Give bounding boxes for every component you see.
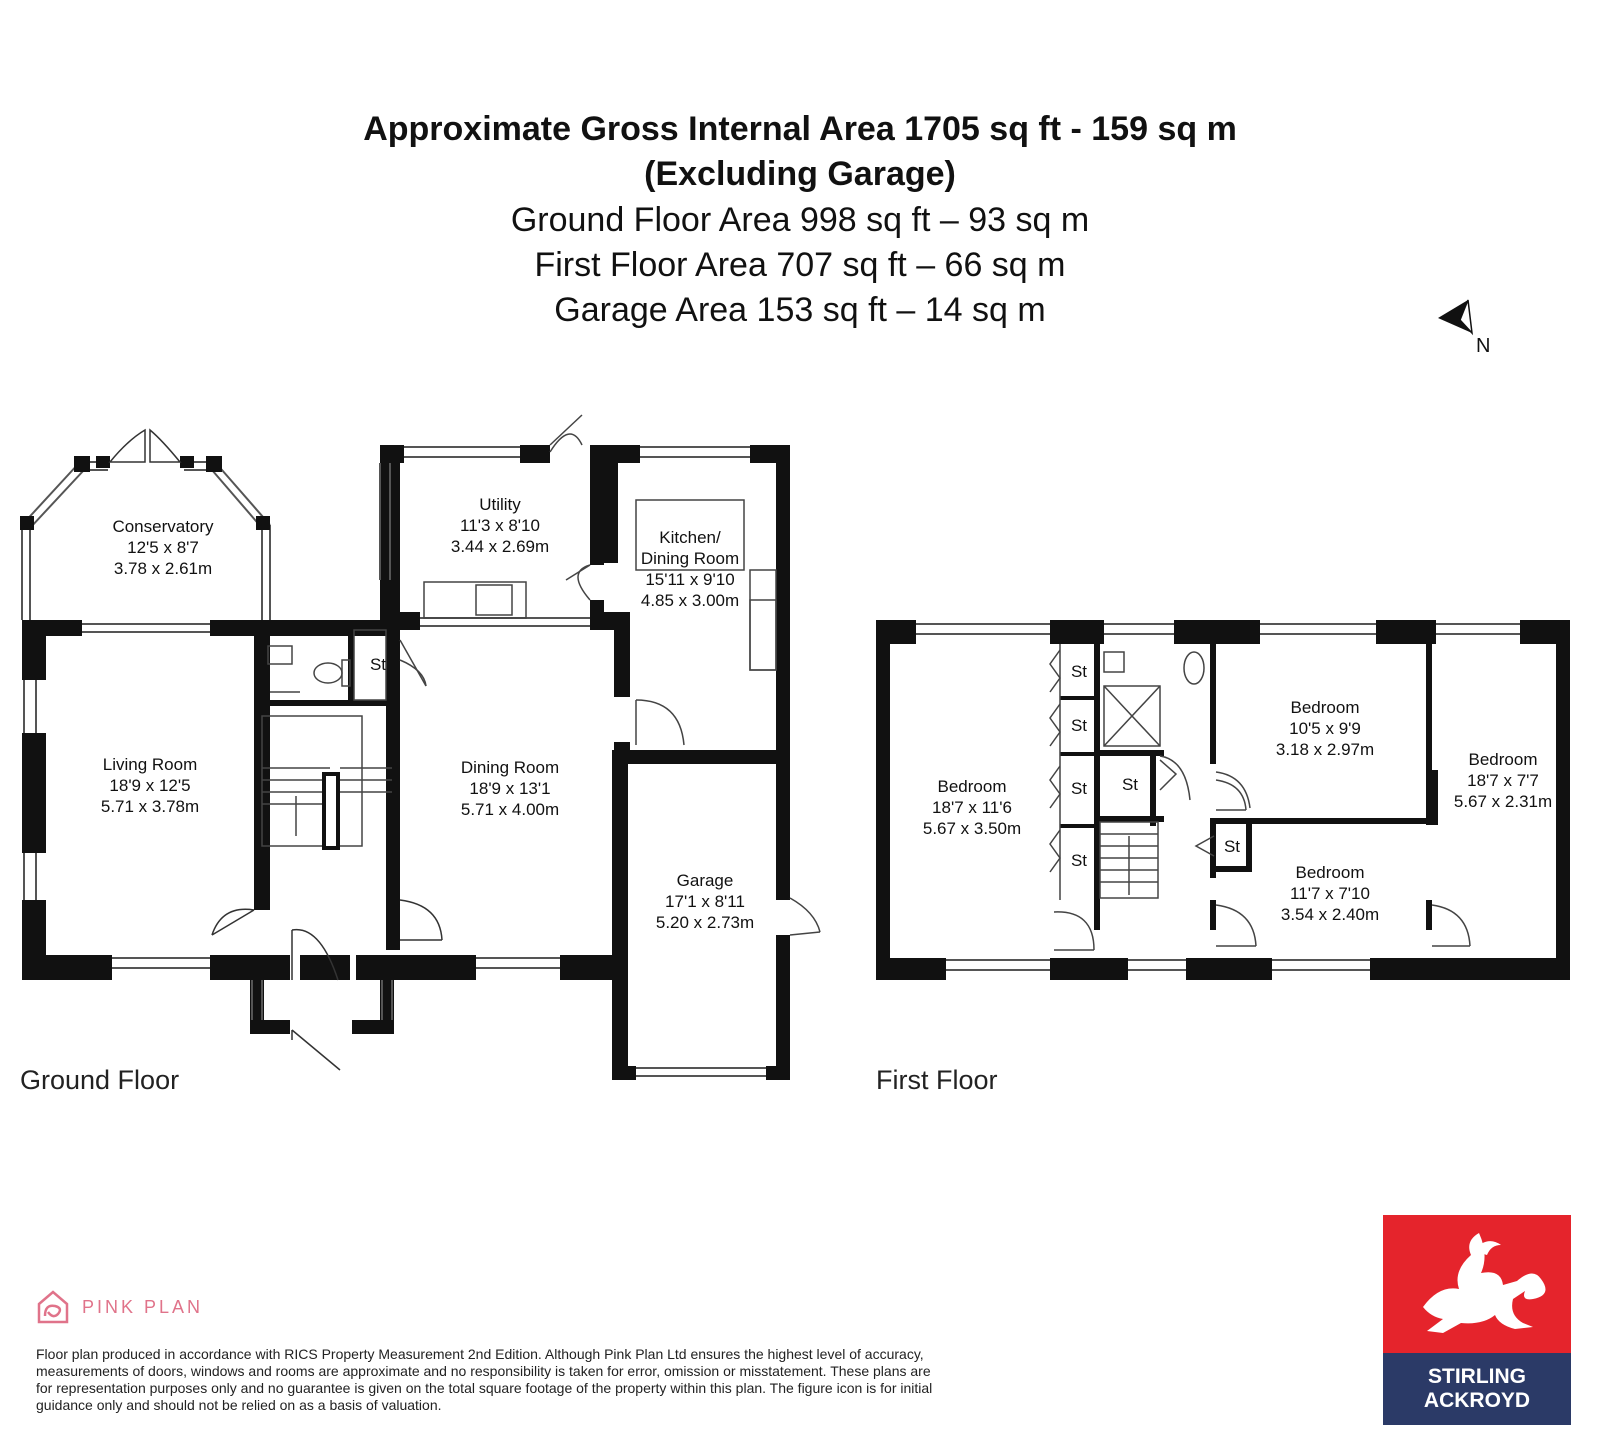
bedroom-4-metric: 3.54 x 2.40m [1280,905,1380,924]
north-label: N [1476,335,1491,357]
garage-metric: 5.20 x 2.73m [655,913,755,932]
ground-floor-area: Ground Floor Area 998 sq ft – 93 sq m [510,201,1090,239]
pink-plan-text: PINK PLAN [82,1296,204,1317]
bedroom-1-metric: 5.67 x 3.50m [922,819,1022,838]
conservatory-metric: 3.78 x 2.61m [113,559,213,578]
pink-plan-logo-icon [36,1288,70,1326]
first-store-label-6: St [1223,837,1241,856]
ground-floor-label: Ground Floor [20,1065,180,1095]
ground-store-label: St [369,655,387,674]
ground-floor-plan [20,415,820,1080]
living-room-imperial: 18'9 x 12'5 [109,776,191,795]
stirling-ackroyd-logo [1383,1215,1571,1425]
kitchen-name-line1: Kitchen/ [659,528,721,547]
bedroom-2-name: Bedroom [1290,698,1360,717]
area-title: Approximate Gross Internal Area 1705 sq ft - 159 sq m [363,110,1237,148]
dining-room-metric: 5.71 x 4.00m [460,800,560,819]
bedroom-3-imperial: 18'7 x 7'7 [1467,771,1539,790]
first-store-label-4: St [1070,851,1088,870]
pink-plan-brand [36,1287,203,1327]
disclaimer-text: Floor plan produced in accordance with RICS Property Measurement 2nd Edition. Although Pink Plan Ltd ensures the highest level of accuracy, measurements of doors, windows and rooms are approximate and no responsibility is taken for error, omission or misstatement. These plans are for representation purposes only and no guarantee is given on the total square footage of the property within this plan. The figure icon is for initial guidance only and should not be relied on as a basis of valuation. [36,1346,933,1413]
utility-metric: 3.44 x 2.69m [450,537,550,556]
bedroom-1-name: Bedroom [937,777,1007,796]
bedroom-1-imperial: 18'7 x 11'6 [932,798,1012,817]
garage-area: Garage Area 153 sq ft – 14 sq m [554,291,1046,329]
logo-line2: ACKROYD [1423,1389,1531,1412]
garage-imperial: 17'1 x 8'11 [665,892,745,911]
bedroom-4-name: Bedroom [1295,863,1365,882]
bedroom-3-name: Bedroom [1468,750,1538,769]
dining-room-imperial: 18'9 x 13'1 [469,779,551,798]
griffin-emblem-icon [1383,1215,1571,1353]
first-store-label-1: St [1070,662,1088,681]
living-room-metric: 5.71 x 3.78m [100,797,200,816]
bedroom-2-imperial: 10'5 x 9'9 [1289,719,1361,738]
utility-imperial: 11'3 x 8'10 [460,516,540,535]
utility-name: Utility [479,495,521,514]
logo-text [1383,1353,1571,1425]
garage-name: Garage [676,871,734,890]
living-room-name: Living Room [102,755,198,774]
kitchen-name-line2: Dining Room [640,549,740,568]
conservatory-imperial: 12'5 x 8'7 [127,538,199,557]
first-store-label-3: St [1070,779,1088,798]
bedroom-4-imperial: 11'7 x 7'10 [1290,884,1370,903]
logo-line1: STIRLING [1428,1365,1526,1388]
conservatory-name: Conservatory [112,517,214,536]
kitchen-imperial: 15'11 x 9'10 [645,570,735,589]
first-floor-label: First Floor [876,1065,998,1095]
bedroom-2-metric: 3.18 x 2.97m [1275,740,1375,759]
dining-room-name: Dining Room [460,758,560,777]
area-subtitle: (Excluding Garage) [644,155,956,193]
bedroom-3-metric: 5.67 x 2.31m [1453,792,1553,811]
first-store-label-5: St [1121,775,1139,794]
kitchen-metric: 4.85 x 3.00m [640,591,740,610]
first-store-label-2: St [1070,716,1088,735]
first-floor-area: First Floor Area 707 sq ft – 66 sq m [534,246,1066,284]
